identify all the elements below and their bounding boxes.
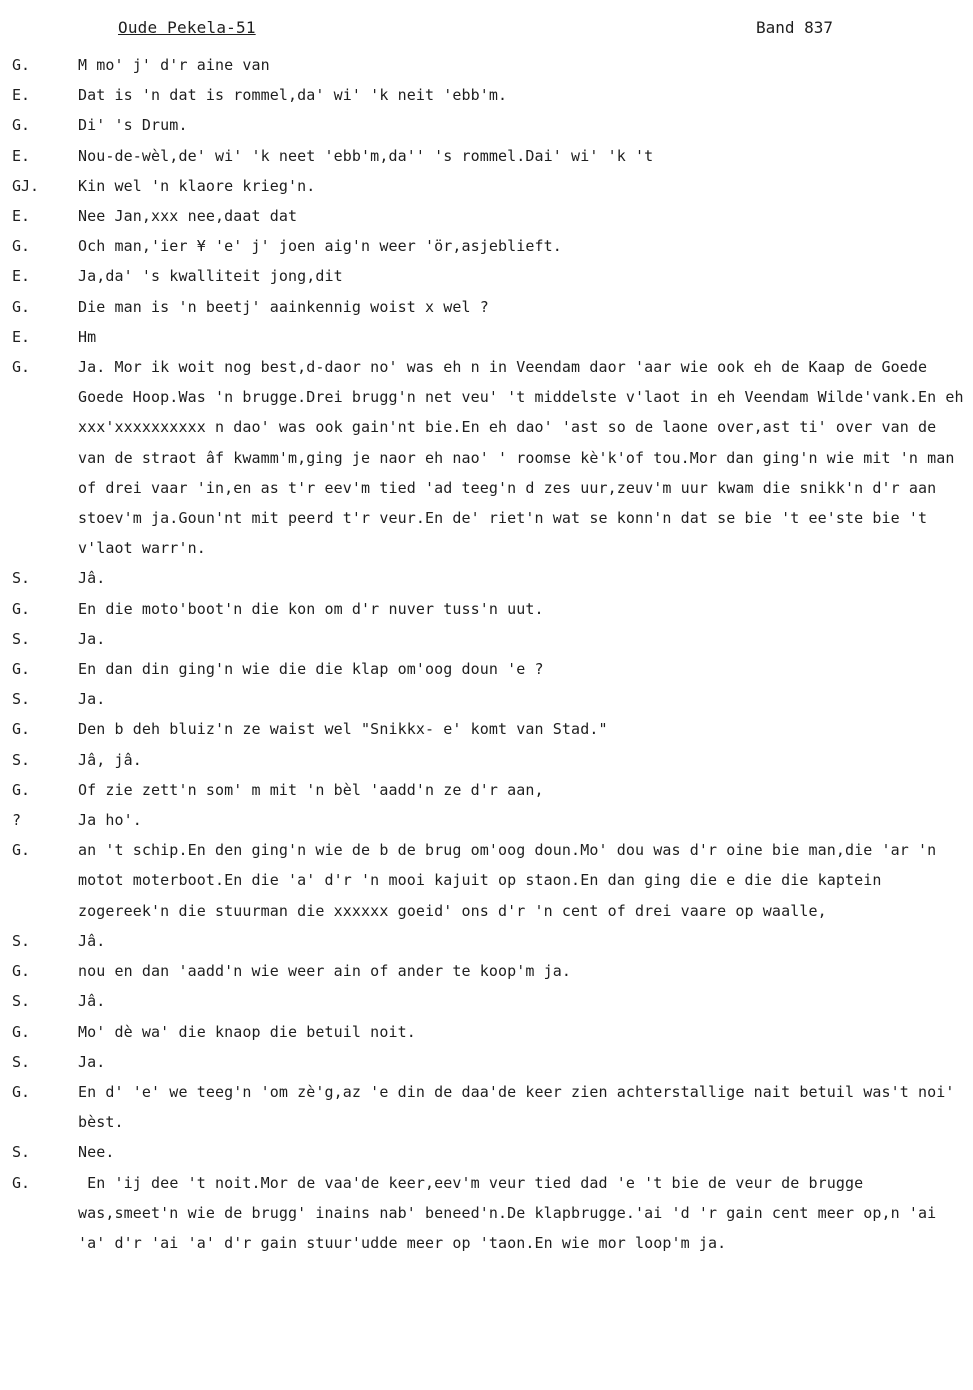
utterance-text: Ja. Mor ik woit nog best,d-daor no' was eh n in Veendam daor 'aar wie ook eh de Kaap de Goede Goede Hoop.Was 'n brugge.Drei brugg'n net veu' 't middelste v'laot in eh Veendam Wilde'vank.En eh xxx'xxxxxxxxxx n dao' was ook gain'nt bie.En eh dao' 'ast so de laone over,ast ti' over van de van de straot âf kwamm'm,ging je naor eh nao' ' roomse kè'k'of tou.Mor dan ging'n wie mit 'n man of drei vaar 'in,en as t'r eev'm tied 'ad teeg'n d zes uur,zeuv'm uur kwam die snikk'n d'r aan stoev'm ja.Goun'nt mit peerd t'r veur.En de' riet'n wat se konn'n dat se bie 't ee'ste bie 't v'laot warr'n.: [78, 358, 973, 558]
utterance-text: En die moto'boot'n die kon om d'r nuver tuss'n uut.: [78, 599, 544, 618]
speaker-label: G.: [12, 841, 31, 860]
transcript-entry: [0, 1047, 973, 1077]
speaker-label: G.: [12, 297, 31, 316]
speaker-label: G.: [12, 780, 31, 799]
transcript-entry: [0, 926, 973, 956]
utterance-text: Jâ.: [78, 569, 106, 588]
speaker-label: ?: [12, 811, 22, 830]
utterance-text: Ja ho'.: [78, 811, 142, 830]
speaker-label: E.: [12, 146, 31, 165]
transcript-entry: [0, 775, 973, 805]
transcript-entry: [0, 201, 973, 231]
utterance-text: En dan din ging'n wie die die klap om'oog doun 'e ?: [78, 660, 544, 679]
speaker-label: E.: [12, 86, 31, 105]
utterance-text: Mo' dè wa' die knaop die betuil noit.: [78, 1022, 416, 1041]
speaker-label: E.: [12, 267, 31, 286]
utterance-text: Ja.: [78, 690, 106, 709]
transcript-entry: [0, 986, 973, 1016]
speaker-label: GJ.: [12, 176, 40, 195]
speaker-label: S.: [12, 1052, 31, 1071]
transcript-entry: [0, 624, 973, 654]
transcript-entry: [0, 292, 973, 322]
speaker-label: G.: [12, 56, 31, 74]
utterance-text: Jâ.: [78, 931, 106, 950]
speaker-label: G.: [12, 237, 31, 256]
utterance-text: Och man,'ier ¥ 'e' j' joen aig'n weer 'ör,asjeblieft.: [78, 237, 562, 256]
speaker-label: S.: [12, 750, 31, 769]
utterance-text: an 't schip.En den ging'n wie de b de brug om'oog doun.Mo' dou was d'r oine bie man,die 'ar 'n motot moterboot.En die 'a' d'r 'n mooi kajuit op staon.En dan ging die e die die kaptein zogereek'n die stuurman die xxxxxx goeid' ons d'r 'n cent of drei vaare op waalle,: [78, 841, 946, 920]
transcript-entry: [0, 50, 973, 80]
utterance-text: En 'ij dee 't noit.Mor de vaa'de keer,eev'm veur tied dad 'e 't bie de veur de brugge was,smeet'n wie de brugg' inains nab' beneed'n.De klapbrugge.'ai 'd 'r gain cent meer op,n 'ai 'a' d'r 'ai 'a' d'r gain stuur'udde meer op 'taon.En wie mor loop'm ja.: [78, 1173, 946, 1252]
speaker-label: S.: [12, 690, 31, 709]
transcript-entry: [0, 563, 973, 593]
speaker-label: G.: [12, 720, 31, 739]
utterance-text: Den b deh bluiz'n ze waist wel "Snikkx- e' komt van Stad.": [78, 720, 608, 739]
speaker-label: G.: [12, 1173, 31, 1192]
transcript-entry: [0, 80, 973, 110]
utterance-text: M mo' j' d'r aine van: [78, 56, 270, 74]
utterance-text: Nou-de-wèl,de' wi' 'k neet 'ebb'm,da'' 's rommel.Dai' wi' 'k 't: [78, 146, 654, 165]
speaker-label: G.: [12, 962, 31, 981]
transcript-entry: [0, 805, 973, 835]
speaker-label: S.: [12, 1143, 31, 1162]
utterance-text: Nee.: [78, 1143, 115, 1162]
utterance-text: En d' 'e' we teeg'n 'om zè'g,az 'e din de daa'de keer zien achterstallige nait betuil was't noi' bèst.: [78, 1082, 964, 1132]
speaker-label: E.: [12, 207, 31, 226]
transcript-entry: [0, 352, 973, 563]
transcript-entry: [0, 594, 973, 624]
speaker-label: S.: [12, 569, 31, 588]
speaker-label: E.: [12, 327, 31, 346]
utterance-text: Di' 's Drum.: [78, 116, 188, 135]
speaker-label: G.: [12, 358, 31, 377]
transcript-entry: [0, 654, 973, 684]
utterance-text: Hm: [78, 327, 97, 346]
band-number: Band 837: [756, 18, 834, 37]
utterance-text: Nee Jan,xxx nee,daat dat: [78, 207, 298, 226]
page-title: Oude Pekela-51: [118, 18, 256, 37]
transcript-entry: [0, 1168, 973, 1259]
utterance-text: Ja.: [78, 1052, 106, 1071]
utterance-text: Kin wel 'n klaore krieg'n.: [78, 176, 316, 195]
transcript-entry: [0, 231, 973, 261]
transcript-entry: [0, 956, 973, 986]
utterance-text: Of zie zett'n som' m mit 'n bèl 'aadd'n ze d'r aan,: [78, 780, 544, 799]
transcript-entry: [0, 261, 973, 291]
speaker-label: G.: [12, 660, 31, 679]
transcript-entry: [0, 714, 973, 744]
speaker-label: S.: [12, 629, 31, 648]
transcript-entry: [0, 141, 973, 171]
utterance-text: Ja.: [78, 629, 106, 648]
transcript-entry: [0, 322, 973, 352]
utterance-text: Ja,da' 's kwalliteit jong,dit: [78, 267, 343, 286]
transcript-entry: [0, 171, 973, 201]
speaker-label: G.: [12, 599, 31, 618]
transcript-body: [0, 50, 973, 1258]
speaker-label: G.: [12, 116, 31, 135]
utterance-text: Jâ.: [78, 992, 106, 1011]
transcript-entry: [0, 110, 973, 140]
speaker-label: S.: [12, 992, 31, 1011]
speaker-label: G.: [12, 1022, 31, 1041]
transcript-entry: [0, 1017, 973, 1047]
speaker-label: G.: [12, 1082, 31, 1101]
transcript-entry: [0, 835, 973, 926]
speaker-label: S.: [12, 931, 31, 950]
utterance-text: Dat is 'n dat is rommel,da' wi' 'k neit 'ebb'm.: [78, 86, 508, 105]
transcript-entry: [0, 1077, 973, 1137]
transcript-entry: [0, 745, 973, 775]
utterance-text: nou en dan 'aadd'n wie weer ain of ander te koop'm ja.: [78, 962, 572, 981]
utterance-text: Jâ, jâ.: [78, 750, 142, 769]
transcript-entry: [0, 1137, 973, 1167]
transcript-entry: [0, 684, 973, 714]
utterance-text: Die man is 'n beetj' aainkennig woist x wel ?: [78, 297, 489, 316]
